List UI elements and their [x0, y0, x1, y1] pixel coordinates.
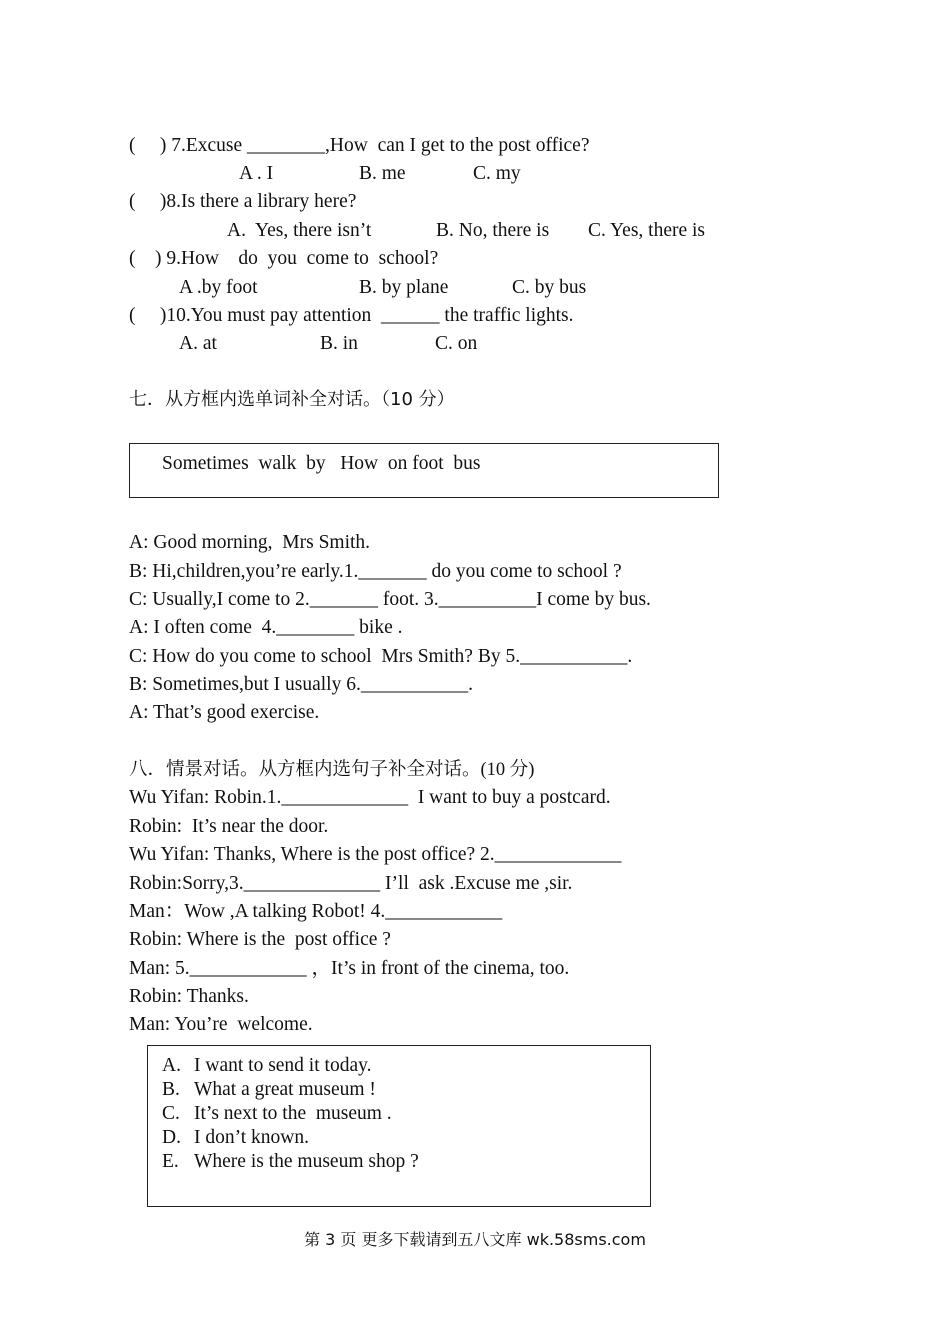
section-8-heading: 八．情景对话。从方框内选句子补全对话。(10 分): [129, 760, 535, 780]
dialogue-7-line-2: B: Hi,children,you’re early.1._______ do you come to school ?: [129, 561, 622, 582]
question-8-option-c: C. Yes, there is: [588, 220, 706, 241]
question-9-stem: ( ) 9.How do you come to school?: [129, 248, 439, 269]
dialogue-7-line-3: C: Usually,I come to 2._______ foot. 3.__________I come by bus.: [129, 589, 651, 610]
sentence-option-d: D. I don’t known.: [162, 1127, 310, 1148]
question-10-option-c: C. on: [435, 333, 478, 354]
question-9-option-c: C. by bus: [512, 277, 587, 298]
dialogue-8-line-1: Wu Yifan: Robin.1._____________ I want to buy a postcard.: [129, 787, 611, 808]
question-7-option-c: C. my: [473, 163, 521, 184]
section-7-heading: 七．从方框内选单词补全对话。（10 分）: [129, 389, 455, 410]
dialogue-7-line-6: B: Sometimes,but I usually 6.___________.: [129, 674, 473, 695]
question-9-option-a: A .by foot: [179, 277, 258, 298]
dialogue-8-line-9: Man: You’re welcome.: [129, 1014, 313, 1035]
dialogue-7-line-7: A: That’s good exercise.: [129, 702, 320, 723]
dialogue-8-line-7: Man: 5.____________ ，It’s in front of the cinema, too.: [129, 958, 570, 979]
question-8-option-a: A. Yes, there isn’t: [227, 220, 372, 241]
dialogue-8-line-6: Robin: Where is the post office ?: [129, 929, 391, 950]
word-box: [129, 443, 719, 498]
question-7-option-b: B. me: [359, 163, 406, 184]
question-10-option-a: A. at: [179, 333, 217, 354]
dialogue-8-line-4: Robin:Sorry,3.______________ I’ll ask .Excuse me ,sir.: [129, 873, 573, 894]
sentence-option-a: A. I want to send it today.: [162, 1055, 372, 1076]
question-7-stem: ( ) 7.Excuse ________,How can I get to the post office?: [129, 135, 590, 156]
dialogue-8-line-8: Robin: Thanks.: [129, 986, 249, 1007]
question-7-option-a: A . I: [239, 163, 274, 184]
question-9-option-b: B. by plane: [359, 277, 449, 298]
sentence-option-b: B. What a great museum !: [162, 1079, 376, 1100]
dialogue-7-line-1: A: Good morning, Mrs Smith.: [129, 532, 371, 553]
word-box-words: Sometimes walk by How on foot bus: [162, 453, 481, 474]
dialogue-8-line-5: Man：Wow ,A talking Robot! 4.____________: [129, 901, 503, 922]
page-footer: 第 3 页 更多下载请到五八文库 wk.58sms.com: [304, 1230, 646, 1249]
sentence-option-c: C. It’s next to the museum .: [162, 1103, 392, 1124]
sentence-options-box: [147, 1045, 651, 1207]
dialogue-7-line-5: C: How do you come to school Mrs Smith? By 5.___________.: [129, 646, 633, 667]
question-10-option-b: B. in: [320, 333, 358, 354]
question-8-stem: ( )8.Is there a library here?: [129, 191, 357, 212]
dialogue-8-line-3: Wu Yifan: Thanks, Where is the post office? 2._____________: [129, 844, 622, 865]
question-8-option-b: B. No, there is: [436, 220, 550, 241]
dialogue-7-line-4: A: I often come 4.________ bike .: [129, 617, 403, 638]
dialogue-8-line-2: Robin: It’s near the door.: [129, 816, 329, 837]
question-10-stem: ( )10.You must pay attention ______ the traffic lights.: [129, 305, 574, 326]
sentence-option-e: E. Where is the museum shop ?: [162, 1151, 419, 1172]
